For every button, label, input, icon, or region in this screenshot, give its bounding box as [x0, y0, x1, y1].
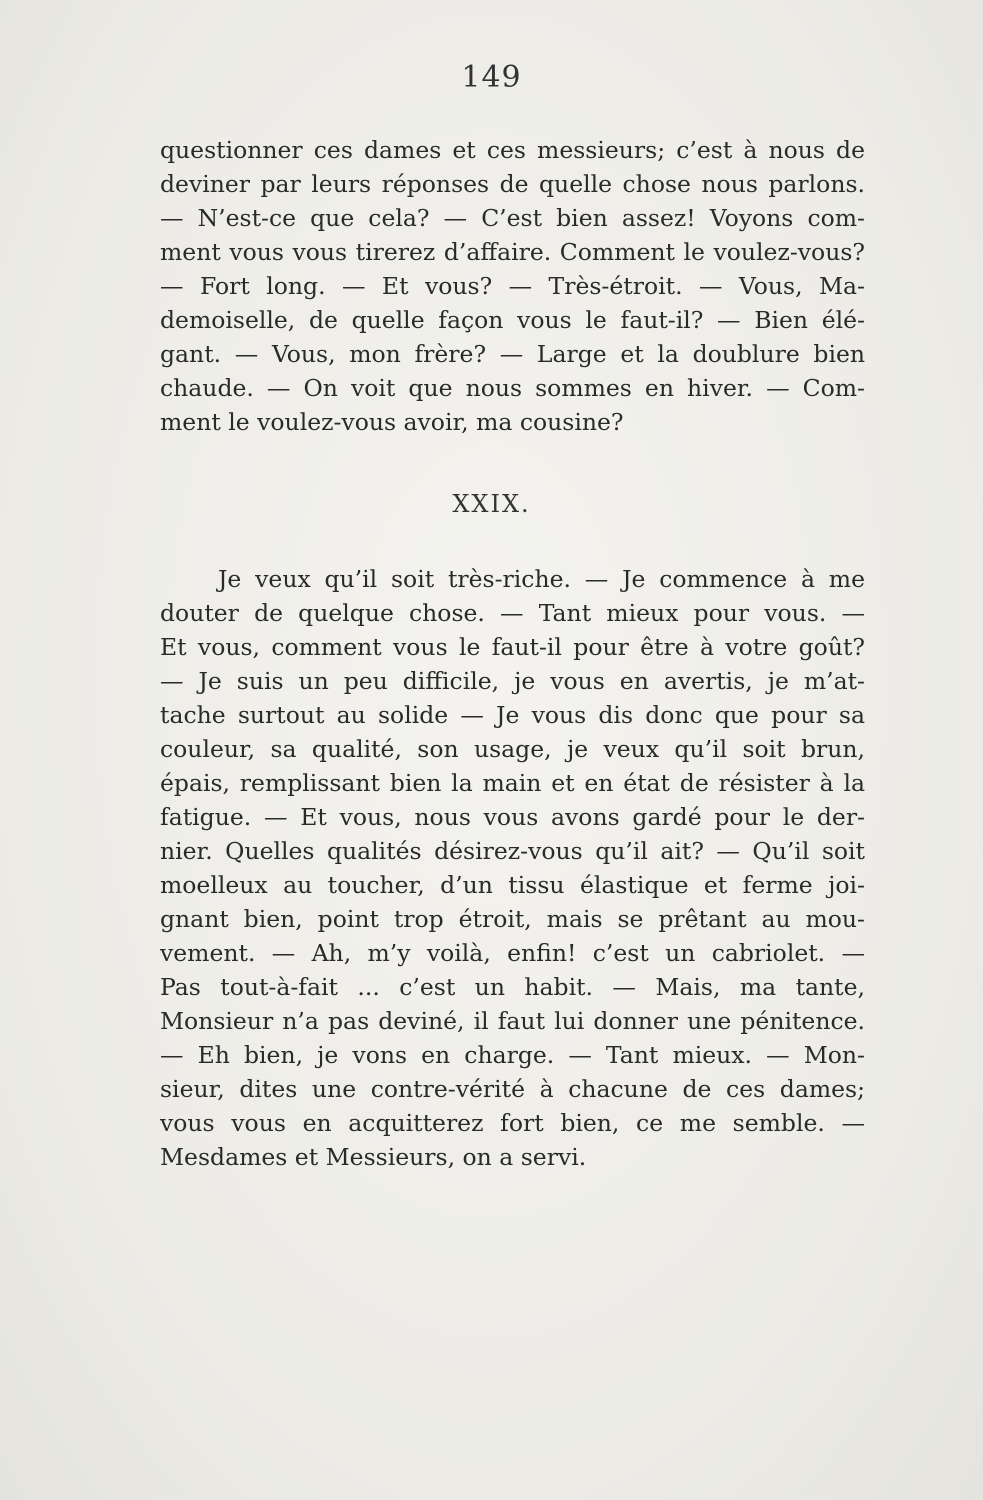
- text-line: fatigue. — Et vous, nous vous avons gardé pour le der-: [160, 803, 865, 831]
- text-line: tache surtout au solide — Je vous dis donc que pour sa: [160, 701, 865, 729]
- text-line: Et vous, comment vous le faut-il pour être à votre goût?: [160, 633, 865, 661]
- text-line: douter de quelque chose. — Tant mieux pour vous. —: [160, 599, 865, 627]
- text-line: couleur, sa qualité, son usage, je veux qu’il soit brun,: [160, 735, 865, 763]
- text-line: gant. — Vous, mon frère? — Large et la doublure bien: [160, 340, 865, 368]
- text-line: questionner ces dames et ces messieurs; c’est à nous de: [160, 136, 865, 164]
- text-line: ment vous vous tirerez d’affaire. Comment le voulez-vous?: [160, 238, 865, 266]
- paragraph-2: [160, 562, 865, 1174]
- text-line: demoiselle, de quelle façon vous le faut-il? — Bien élé-: [160, 306, 865, 334]
- section-heading: XXIX.: [452, 490, 531, 518]
- text-line: vement. — Ah, m’y voilà, enfin! c’est un cabriolet. —: [160, 939, 865, 967]
- text-line: Pas tout-à-fait ... c’est un habit. — Mais, ma tante,: [160, 973, 865, 1001]
- text-line: vous vous en acquitterez fort bien, ce me semble. —: [160, 1109, 865, 1137]
- text-line: deviner par leurs réponses de quelle chose nous parlons.: [160, 170, 865, 198]
- text-line: chaude. — On voit que nous sommes en hiver. — Com-: [160, 374, 865, 402]
- text-line: sieur, dites une contre-vérité à chacune de ces dames;: [160, 1075, 865, 1103]
- paragraph-1: [160, 133, 865, 439]
- text-line: — Je suis un peu difficile, je vous en avertis, je m’at-: [160, 667, 865, 695]
- text-line: ment le voulez-vous avoir, ma cousine?: [160, 408, 624, 436]
- text-line: moelleux au toucher, d’un tissu élastique et ferme joi-: [160, 871, 865, 899]
- text-line: nier. Quelles qualités désirez-vous qu’il ait? — Qu’il soit: [160, 837, 865, 865]
- text-line: — Fort long. — Et vous? — Très-étroit. — Vous, Ma-: [160, 272, 865, 300]
- text-line: Monsieur n’a pas deviné, il faut lui donner une pénitence.: [160, 1007, 865, 1035]
- text-line: Je veux qu’il soit très-riche. — Je commence à me: [218, 565, 865, 593]
- text-line: gnant bien, point trop étroit, mais se prêtant au mou-: [160, 905, 865, 933]
- text-line: — Eh bien, je vons en charge. — Tant mieux. — Mon-: [160, 1041, 865, 1069]
- text-line: — N’est-ce que cela? — C’est bien assez! Voyons com-: [160, 204, 865, 232]
- text-line: épais, remplissant bien la main et en état de résister à la: [160, 769, 865, 797]
- text-line: Mesdames et Messieurs, on a servi.: [160, 1143, 587, 1171]
- page-number: 149: [461, 60, 522, 95]
